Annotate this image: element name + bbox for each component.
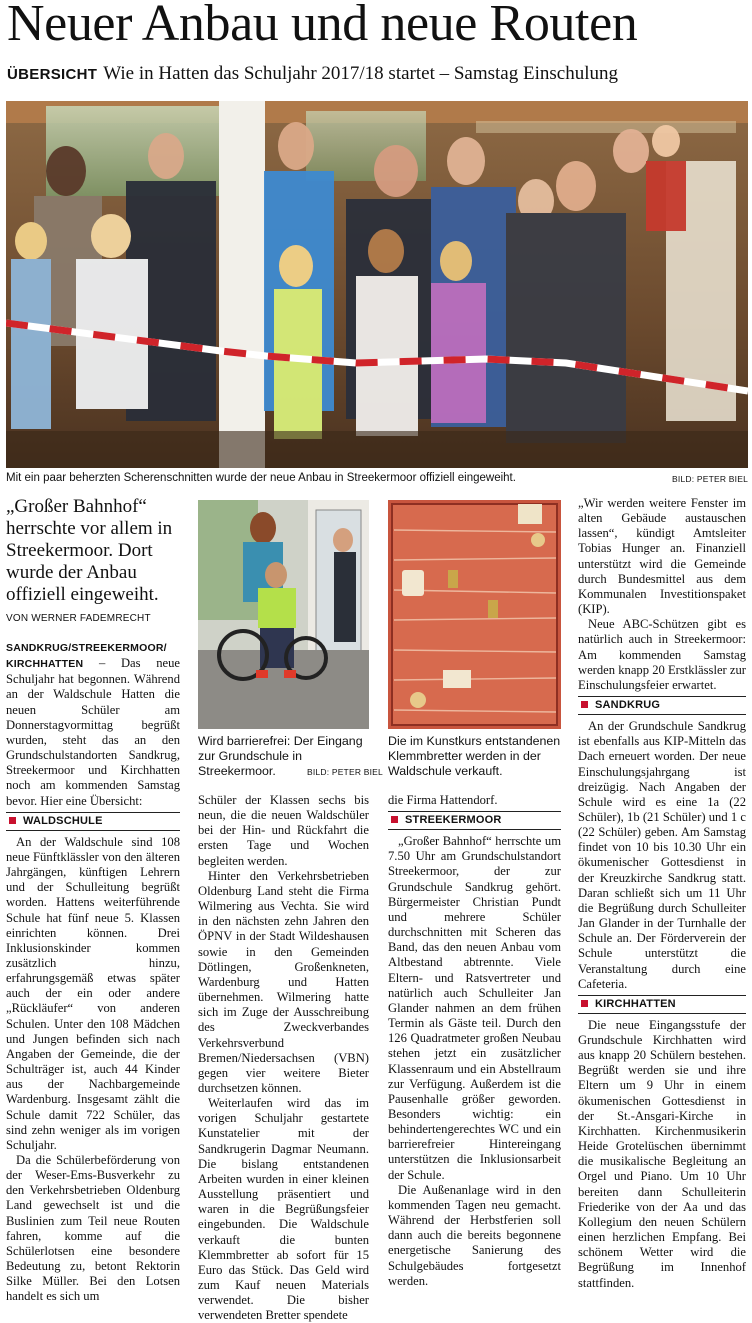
column-2 — [198, 793, 369, 1323]
col2-paragraph-1: Schüler der Klassen sechs bis neun, die die neuen Waldschüler bei der Hin- und Rückfahrt die ersten Tage und Wochen begleiten werden. — [198, 793, 369, 868]
teaser: „Großer Bahnhof“ herrschte vor allem in Streekermoor. Dort wurde der Anbau offiziell eingeweiht. — [6, 496, 173, 605]
waldschule-paragraph-2: Da die Schülerbeförderung von der Weser-Ems-Busverkehr zu den Verkehrsbetrieben Oldenburg Land gewechselt ist und die Buslinien zum Teil neue Routen fahren, komme auf die Schülerlotsen eine besondere Bedeutung zu, betont Rektorin Silke Müller. Bei den Lotsen handelt es sich um — [6, 1153, 180, 1304]
wheelchair-photo-credit: BILD: PETER BIEL — [307, 767, 383, 777]
main-photo — [6, 101, 748, 468]
col2-paragraph-3: Weiterlaufen wird das im vorigen Schuljahr gestartete Kunstatelier mit der Sandkrugerin Dagmar Neumann. Die bislang entstandenen Arbeiten wurden in einer kleinen Ausstellung präsentiert und waren in die Begrüßungsfeier eingebunden. Die Waldschule verkauft die bunten Klemmbretter ab sofort für 15 Euro das Stück. Das Geld wird zum Kauf neuen Materials verwendet. Die bisher verwendeten Bretter spendete — [198, 1096, 369, 1323]
headline: Neuer Anbau und neue Routen — [7, 0, 638, 52]
column-3 — [388, 793, 561, 1289]
waldschule-paragraph-1: An der Waldschule sind 108 neue Fünftklässler von den älteren Jahrgängen, künftigen Lehrern und der Schulleitung begrüßt worden. Hattens weiterführende Schule hat fünf neue 5. Klassen einrichten können. Drei Inklusionskinder kommen zusätzlich hinzu, erfahrungsgemäß etwas später auch der ein oder andere „Rückläufer“ von anderen Schulen. Unter den 108 Mädchen und Jungen befinden sich nach Angaben der Gemeinde, die der Schulträger ist, auch 44 Kinder aus der Nachbargemeinde Wardenburg. Insgesamt zählt die Schule damit 722 Schüler, das sind zehn weniger als im vorigen Schuljahr. — [6, 834, 180, 1152]
col2-paragraph-2: Hinter den Verkehrsbetrieben Oldenburg Land steht die Firma Wilmering aus Vechta. Sie wird in den nächsten zehn Jahren den ÖPNV in der Stadt Wildeshausen sowie in den Gemeinden Dötlingen, Großenkneten, Wardenburg und Hatten übernehmen. Wilmering hatte sich im Zuge der Ausschreibung des Zweckverbandes Verkehrsverbund Bremen/Niedersachsen (VBN) gegen vier weitere Bieter durchsetzen können. — [198, 868, 369, 1095]
col3-paragraph-0: die Firma Hattendorf. — [388, 793, 498, 807]
red-square-marker-icon — [581, 701, 588, 708]
subhead-streekermoor-label: STREEKERMOOR — [405, 814, 502, 827]
main-photo-caption — [6, 471, 748, 486]
subline-text: Wie in Hatten das Schuljahr 2017/18 startet – Samstag Einschulung — [103, 63, 618, 84]
subhead-sandkrug — [578, 696, 746, 715]
column-1 — [6, 640, 180, 1305]
col4-paragraph-2: Neue ABC-Schützen gibt es natürlich auch in Streekermoor: Am kommenden Samstag werden knapp 20 Erstklässler zur Einschulungsfeier erwartet. — [578, 617, 746, 692]
intro-paragraph — [6, 640, 180, 809]
subhead-waldschule-label: WALDSCHULE — [23, 814, 103, 827]
main-caption-text: Mit ein paar beherzten Scherenschnitten wurde der neue Anbau in Streekermoor offiziell eingeweiht. — [6, 472, 516, 484]
byline: VON WERNER FADEMRECHT — [6, 613, 151, 624]
subhead-waldschule — [6, 812, 180, 831]
main-photo-credit: BILD: PETER BIEL — [672, 474, 748, 484]
col4-paragraph-3: An der Grundschule Sandkrug ist ebenfalls aus KIP-Mitteln das Dach erneuert worden. Der neue Einschulungsjahrgang ist dreizügig. Nach Angaben der Schule wird es eine 1a (22 Schüler), 1b (21 Schüler) und 1 c (22 Schüler) geben. Am Samstag findet von 10 bis 10.30 Uhr ein ökumenischer Gottesdienst in der Kreuzkirche Sandkrug statt. Daran schließt sich um 11 Uhr die Begrüßung durch Schulleiter Jan Glander in der Turnhalle der Schule an. Der Förderverein der Schule unterstützt die Veranstaltung durch eine Cafeteria. — [578, 719, 746, 991]
wheelchair-caption-text: Wird barrierefrei: Der Eingang zur Grundschule in Streekermoor. — [198, 734, 363, 778]
column-4 — [578, 496, 746, 1291]
dateline: SANDKRUG/STREEKERMOOR/ KIRCHHATTEN — [6, 642, 167, 671]
subhead-streekermoor — [388, 811, 561, 830]
red-square-marker-icon — [9, 817, 16, 824]
photo-wheelchair — [198, 500, 369, 729]
col4-paragraph-4: Die neue Eingangsstufe der Grundschule Kirchhatten wird aus knapp 20 Schülern bestehen. Begrüßt werden sie und ihre Eltern um 9 Uhr in einem ökumenischen Gottesdienst in der St.-Ansgari-Kirche in Kirchhatten. Kirchenmusikerin Heide Grotelüschen übernimmt die musikalische Begleitung an Orgel und Piano. Um 10 Uhr bereiten dann Schulleiterin Friederike von der Aa und das Kollegium den neuen Schülern einen herzlichen Empfang. Bei schönem Wetter wird die Begrüßung im Innenhof stattfinden. — [578, 1017, 746, 1290]
col3-paragraph-2: Die Außenanlage wird in den kommenden Tagen neu gemacht. Während der Herbstferien soll dann auch die bereits begonnene energetische Sanierung des Schulgebäudes fortgesetzt werden. — [388, 1182, 561, 1288]
subline-kicker: ÜBERSICHT — [7, 66, 98, 83]
col3-paragraph-1: „Großer Bahnhof“ herrschte um 7.50 Uhr am Grundschulstandort Streekermoor, der zur Grundschule Sandkrug gehört. Bürgermeister Christian Pundt und mehrere Schüler durchschnitten mit Scheren das Band, das den neuen Anbau vom Altbestand abtrennte. Viele Eltern- und Ratsvertreter und natürlich auch Schulleiter Jan Glander nahmen an dem frühen Termin als Gäste teil. Durch den 126 Quadratmeter großen Neubau stehen jetzt ein zusätzlicher Klassenraum und ein Abstellraum zur Verfügung. Außerdem ist die Pausenhalle größer geworden. Besonders wichtig: ein behindertengerechtes WC und ein barrierefreier Hintereingang unterstützen die Inklusionsarbeit der Schule. — [388, 834, 561, 1182]
red-square-marker-icon — [391, 816, 398, 823]
subhead-kirchhatten-label: KIRCHHATTEN — [595, 997, 676, 1010]
red-square-marker-icon — [581, 1000, 588, 1007]
art-caption: Die im Kunstkurs entstandenen Klemmbretter werden in der Waldschule verkauft. — [388, 734, 561, 778]
col4-paragraph-1: „Wir werden weitere Fenster im alten Gebäude austauschen lassen“, kündigt Amtsleiter Tobias Hunger an. Finanziell unterstützt wird die Gemeinde durch Bundesmittel aus dem Kommunalen Investitionspaket (KIP). — [578, 496, 746, 617]
subline — [7, 62, 747, 87]
subhead-kirchhatten — [578, 995, 746, 1014]
intro-text: – Das neue Schuljahr hat begonnen. Während an der Waldschule Hatten die neuen Schüler am Donnerstagvormittag begrüßt wurden, steht das an den Grundschulstandorten Sandkrug, Streekermoor und Kirchhatten noch am kommenden Samstag bevor. Hier eine Übersicht: — [6, 656, 180, 808]
photo-art — [388, 500, 561, 729]
subhead-sandkrug-label: SANDKRUG — [595, 699, 661, 712]
